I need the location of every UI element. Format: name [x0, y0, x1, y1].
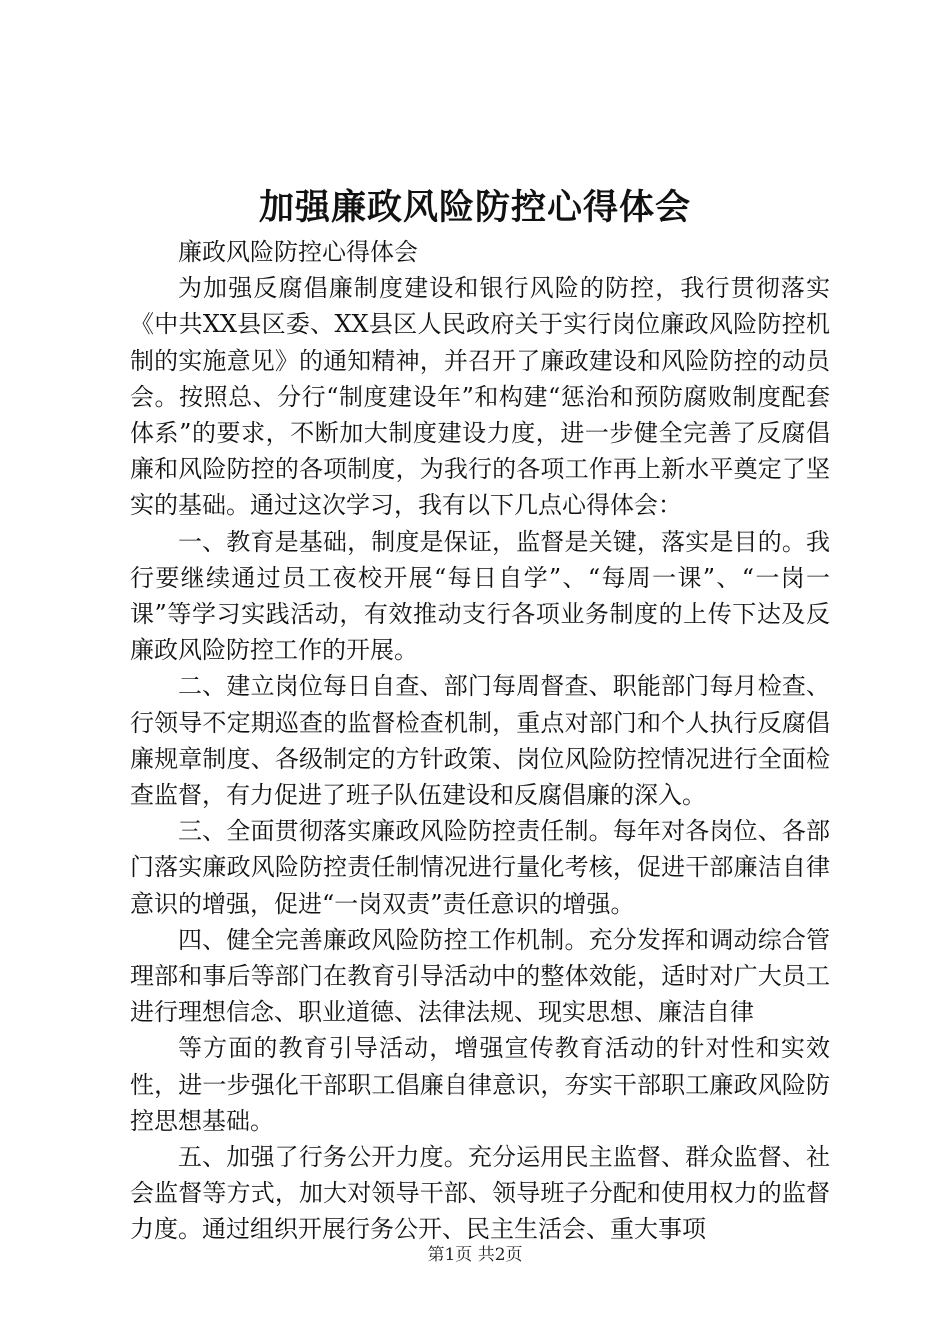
page-number-footer: 第1页 共2页: [427, 1245, 523, 1265]
paragraph-point-2: 二、建立岗位每日自查、部门每周督查、职能部门每月检查、行领导不定期巡查的监督检查机制，重点对部门和个人执行反腐倡廉规章制度、各级制定的方针政策、岗位风险防控情况进行全面检查监督，有力促进了班子队伍建设和反腐倡廉的深入。: [130, 672, 830, 810]
paragraph-point-5: 五、加强了行务公开力度。充分运用民主监督、群众监督、社会监督等方式，加大对领导干部、领导班子分配和使用权力的监督力度。通过组织开展行务公开、民主生活会、重大事项: [130, 1143, 830, 1244]
paragraph-intro: 为加强反腐倡廉制度建设和银行风险的防控，我行贯彻落实《中共XX县区委、XX县区人民政府关于实行岗位廉政风险防控机制的实施意见》的通知精神，并召开了廉政建设和风险防控的动员会。按照总、分行“制度建设年”和构建“惩治和预防腐败制度配套体系”的要求，不断加大制度建设力度，进一步健全完善了反腐倡廉和风险防控的各项制度，为我行的各项工作再上新水平奠定了坚实的基础。通过这次学习，我有以下几点心得体会：: [130, 274, 830, 520]
paragraph-point-4-continued: 等方面的教育引导活动，增强宣传教育活动的针对性和实效性，进一步强化干部职工倡廉自律意识，夯实干部职工廉政风险防控思想基础。: [130, 1034, 830, 1135]
paragraph-subtitle: 廉政风险防控心得体会: [178, 238, 418, 266]
document-title: 加强廉政风险防控心得体会: [258, 187, 691, 228]
paragraph-point-4: 四、健全完善廉政风险防控工作机制。充分发挥和调动综合管理部和事后等部门在教育引导活动中的整体效能，适时对广大员工进行理想信念、职业道德、法律法规、现实思想、廉洁自律: [130, 925, 830, 1027]
paragraph-point-3: 三、全面贯彻落实廉政风险防控责任制。每年对各岗位、各部门落实廉政风险防控责任制情况进行量化考核，促进干部廉洁自律意识的增强，促进“一岗双责”责任意识的增强。: [130, 817, 830, 918]
document-body: [130, 234, 830, 1248]
paragraph-point-1: 一、教育是基础，制度是保证，监督是关键，落实是目的。我行要继续通过员工夜校开展“每日自学”、“每周一课”、“一岗一课”等学习实践活动，有效推动支行各项业务制度的上传下达及反廉政风险防控工作的开展。: [130, 527, 830, 665]
